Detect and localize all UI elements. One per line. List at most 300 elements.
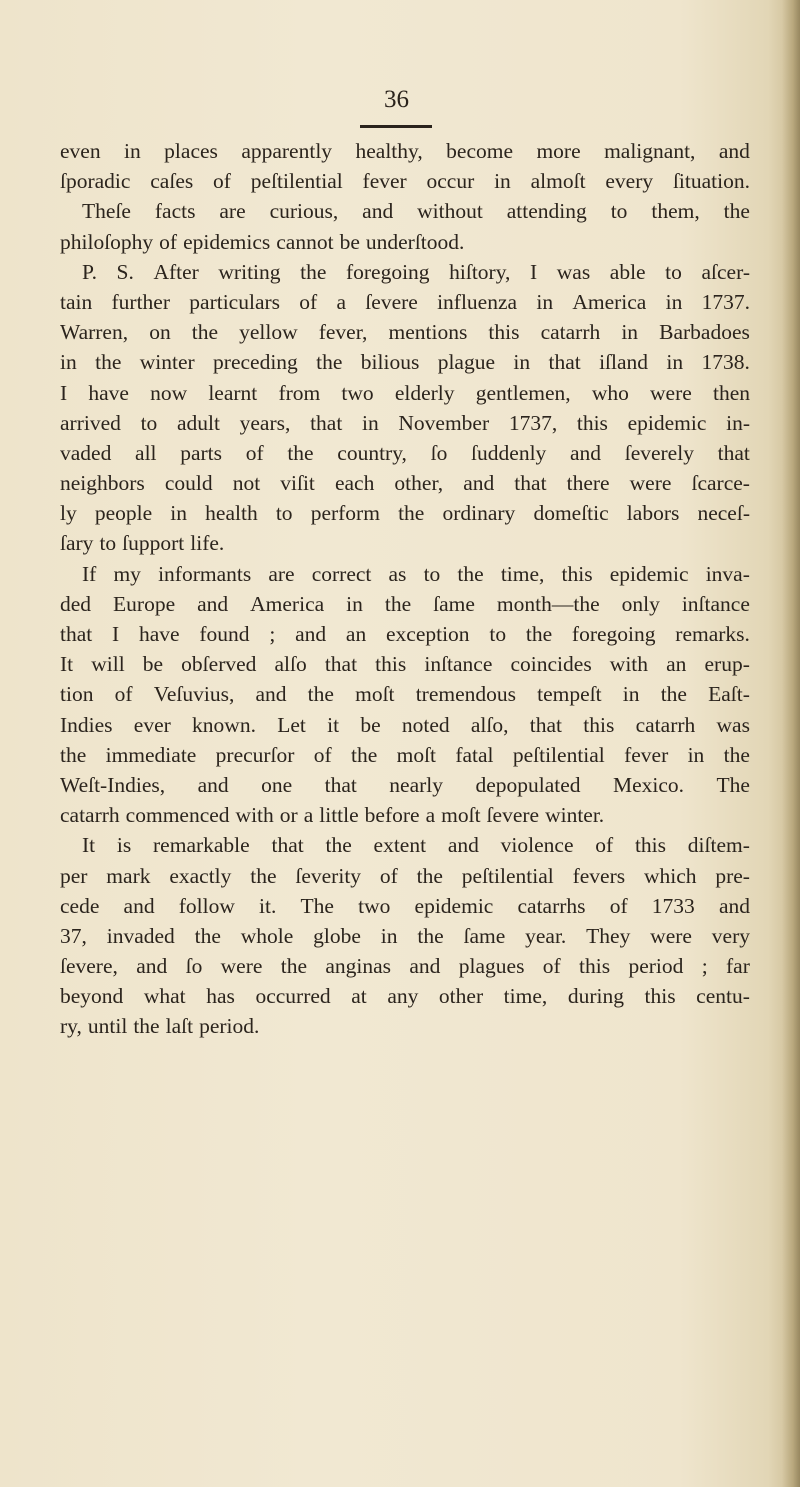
word: of xyxy=(379,863,398,888)
word: as xyxy=(388,561,407,586)
word: of xyxy=(114,682,133,707)
word: a xyxy=(336,289,347,314)
word: pre- xyxy=(715,863,750,888)
word: be xyxy=(339,229,360,254)
word: and xyxy=(718,139,750,163)
word: during xyxy=(567,984,624,1009)
word: the xyxy=(325,833,352,858)
word: has xyxy=(206,984,235,1009)
word: all xyxy=(135,440,157,465)
word: the xyxy=(723,199,750,224)
word: more xyxy=(536,139,581,163)
word: the xyxy=(457,561,484,586)
word: that xyxy=(324,772,357,797)
word: who xyxy=(591,380,629,405)
word: alſo xyxy=(274,652,307,677)
word: ; xyxy=(269,622,276,646)
word: curious, xyxy=(269,199,339,224)
word: any xyxy=(387,984,419,1009)
word: the xyxy=(660,682,687,707)
word: time, xyxy=(503,984,548,1009)
word: laſt xyxy=(165,1014,194,1039)
word: catarrhs xyxy=(517,893,586,918)
word: and xyxy=(295,622,327,646)
word: follow xyxy=(178,893,235,918)
word: ſeverity xyxy=(295,863,362,888)
word: the xyxy=(300,259,327,284)
word: in xyxy=(361,410,379,435)
word: obſerved xyxy=(181,652,257,677)
word: the xyxy=(60,742,87,767)
word: of xyxy=(609,893,628,918)
word: of xyxy=(595,833,614,858)
page-edge-shadow xyxy=(782,0,800,1487)
word: or xyxy=(279,803,298,828)
word: the xyxy=(191,320,219,345)
word: and xyxy=(197,772,229,797)
word: in xyxy=(621,320,639,345)
word: catarrh xyxy=(60,803,120,828)
word: attending xyxy=(506,199,587,224)
word: labors xyxy=(626,501,680,526)
word: epidemic xyxy=(609,561,689,586)
word: other, xyxy=(394,471,444,496)
word: that xyxy=(324,652,358,677)
word: ſevere xyxy=(365,289,418,314)
word: further xyxy=(111,289,171,314)
word: moſt xyxy=(441,803,481,828)
text-line xyxy=(60,830,750,860)
word: ſituation. xyxy=(672,169,750,194)
word: Eaſt- xyxy=(708,682,750,707)
word: parts xyxy=(180,440,223,465)
word: preceding xyxy=(213,350,298,375)
word: of xyxy=(313,742,332,767)
word: the xyxy=(723,742,750,767)
word: beyond xyxy=(60,984,124,1009)
word: the xyxy=(416,863,443,888)
word: to xyxy=(489,622,507,646)
word: foregoing xyxy=(571,622,656,646)
word: in- xyxy=(726,410,750,435)
word: will xyxy=(91,652,125,677)
word: the xyxy=(95,350,122,375)
word: fevers xyxy=(572,863,626,888)
word: arrived xyxy=(60,410,121,435)
word: in xyxy=(380,923,398,948)
word: the xyxy=(307,682,334,707)
word: ever xyxy=(133,712,171,737)
word: facts xyxy=(154,199,196,224)
word: this xyxy=(644,984,676,1009)
word: before xyxy=(364,803,420,828)
word: remarks. xyxy=(675,622,750,646)
word: catarrh xyxy=(635,712,696,737)
word: were xyxy=(650,923,692,948)
word: to xyxy=(665,259,682,284)
word: nearly xyxy=(389,772,444,797)
word: in xyxy=(124,139,141,163)
word: what xyxy=(143,984,186,1009)
word: and xyxy=(362,199,394,224)
word: the xyxy=(280,954,308,979)
word: whole xyxy=(240,923,294,948)
word: commenced xyxy=(125,803,230,828)
word: the xyxy=(316,350,343,375)
word: this xyxy=(579,954,611,979)
word: Barbadoes xyxy=(659,320,750,345)
word: P. xyxy=(82,259,97,284)
word: 1738. xyxy=(701,350,750,375)
word: country, xyxy=(337,440,407,465)
word: Theſe xyxy=(82,199,131,224)
word: even xyxy=(60,139,101,163)
word: that xyxy=(514,471,547,496)
word: that xyxy=(529,712,563,737)
word: neighbors xyxy=(60,471,145,496)
word: noted xyxy=(401,712,450,737)
word: this xyxy=(634,833,667,858)
word: globe xyxy=(313,923,361,948)
word: vaded xyxy=(60,440,112,465)
text-line xyxy=(60,498,750,528)
word: America xyxy=(572,289,647,314)
text-line xyxy=(60,679,750,709)
word: to xyxy=(99,531,117,556)
word: catarrh xyxy=(540,320,601,345)
word: ſevere xyxy=(486,803,540,828)
word: yellow xyxy=(239,320,298,345)
word: alſo, xyxy=(470,712,509,737)
word: ded xyxy=(60,591,92,616)
word: in xyxy=(170,501,188,526)
word: life. xyxy=(190,531,225,556)
word: places xyxy=(164,139,218,163)
word: of xyxy=(213,169,231,194)
word: Weſt-Indies, xyxy=(60,772,166,797)
word: neceſ- xyxy=(697,501,750,526)
word: It xyxy=(60,652,74,677)
word: ordinary xyxy=(442,501,516,526)
word: fatal xyxy=(455,742,494,767)
word: winter. xyxy=(545,803,605,828)
word: that xyxy=(310,410,343,435)
word: gentlemen, xyxy=(475,380,571,405)
word: time, xyxy=(500,561,545,586)
word: healthy, xyxy=(355,139,423,163)
word: and xyxy=(463,471,495,496)
word: tain xyxy=(60,289,93,314)
word: the xyxy=(351,742,378,767)
word: hiſtory, xyxy=(449,259,511,284)
word: influenza xyxy=(437,289,518,314)
word: plagues xyxy=(458,954,525,979)
text-line xyxy=(60,257,750,287)
word: America xyxy=(250,591,325,616)
word: remarkable xyxy=(153,833,250,858)
word: one xyxy=(261,772,293,797)
word: Warren, xyxy=(60,320,129,345)
word: known. xyxy=(192,712,256,737)
word: apparently xyxy=(241,139,333,163)
word: is xyxy=(116,833,132,858)
word: plague xyxy=(437,350,496,375)
word: ſo xyxy=(185,954,203,979)
text-line xyxy=(60,619,750,649)
word: at xyxy=(351,984,367,1009)
word: fever xyxy=(362,169,407,194)
word: S. xyxy=(116,259,134,284)
word: from xyxy=(278,380,321,405)
word: inva- xyxy=(705,561,750,586)
word: epidemic xyxy=(414,893,494,918)
word: After xyxy=(153,259,199,284)
word: far xyxy=(726,954,750,979)
word: found xyxy=(199,622,250,646)
word: are xyxy=(219,199,246,224)
word: tremendous xyxy=(415,682,516,707)
text-line xyxy=(60,468,750,498)
word: Let xyxy=(277,712,306,737)
text-line xyxy=(60,800,750,830)
word: 37, xyxy=(60,923,87,948)
word: 1733 xyxy=(651,893,695,918)
word: them, xyxy=(651,199,700,224)
word: ſame xyxy=(433,591,475,616)
word: until xyxy=(87,1014,128,1039)
word: month—the xyxy=(496,591,600,616)
text-line xyxy=(60,891,750,921)
word: almoſt xyxy=(530,169,586,194)
word: of xyxy=(542,954,561,979)
word: every xyxy=(605,169,654,194)
text-line xyxy=(60,981,750,1011)
word: able xyxy=(609,259,646,284)
word: a xyxy=(303,803,314,828)
word: not xyxy=(232,471,261,496)
word: other xyxy=(438,984,484,1009)
word: be xyxy=(360,712,381,737)
text-line xyxy=(60,347,750,377)
text-line xyxy=(60,378,750,408)
word: without xyxy=(417,199,483,224)
word: violence xyxy=(500,833,574,858)
word: and xyxy=(409,954,441,979)
word: ſcarce- xyxy=(691,471,750,496)
word: cannot xyxy=(276,229,334,254)
text-line xyxy=(60,196,750,226)
word: that xyxy=(271,833,304,858)
word: moſt xyxy=(355,682,395,707)
word: perform xyxy=(310,501,380,526)
word: depopulated xyxy=(475,772,581,797)
word: foregoing xyxy=(345,259,430,284)
word: November xyxy=(398,410,490,435)
word: mark xyxy=(106,863,151,888)
word: with xyxy=(609,652,649,677)
word: were xyxy=(220,954,263,979)
word: only xyxy=(621,591,660,616)
word: have xyxy=(138,622,180,646)
word: two xyxy=(341,380,374,405)
text-line xyxy=(60,317,750,347)
word: malignant, xyxy=(604,139,696,163)
word: that xyxy=(717,440,750,465)
word: tempeſt xyxy=(537,682,602,707)
text-line xyxy=(60,1011,750,1041)
word: the xyxy=(417,923,444,948)
text-line xyxy=(60,951,750,981)
word: ſporadic xyxy=(60,169,131,194)
word: on xyxy=(149,320,171,345)
text-line xyxy=(60,649,750,679)
word: 1737. xyxy=(701,289,750,314)
word: there xyxy=(566,471,610,496)
word: writing xyxy=(218,259,281,284)
word: immediate xyxy=(105,742,197,767)
word: occurred xyxy=(255,984,331,1009)
word: They xyxy=(586,923,631,948)
word: mentions xyxy=(388,320,468,345)
word: which xyxy=(643,863,697,888)
word: of xyxy=(245,440,264,465)
word: fever xyxy=(624,742,669,767)
word: an xyxy=(666,652,687,677)
text-line xyxy=(60,770,750,800)
word: to xyxy=(610,199,628,224)
word: viſit xyxy=(280,471,315,496)
word: iſland xyxy=(599,350,649,375)
word: was xyxy=(556,259,591,284)
word: precurſor xyxy=(215,742,295,767)
word: I xyxy=(530,259,538,284)
word: anginas xyxy=(325,954,392,979)
text-line xyxy=(60,287,750,317)
word: philoſophy xyxy=(60,229,154,254)
word: become xyxy=(446,139,514,163)
word: health xyxy=(205,501,258,526)
word: winter xyxy=(139,350,195,375)
word: inſtance xyxy=(424,652,493,677)
word: to xyxy=(423,561,441,586)
word: this xyxy=(583,712,615,737)
word: exception xyxy=(385,622,470,646)
text-line xyxy=(60,136,750,166)
word: moſt xyxy=(396,742,437,767)
word: then xyxy=(712,380,750,405)
word: The xyxy=(300,893,334,918)
word: ſevere, xyxy=(60,954,118,979)
word: ſupport xyxy=(122,531,185,556)
word: of xyxy=(159,229,178,254)
word: per xyxy=(60,863,88,888)
word: the xyxy=(133,1014,160,1039)
word: and xyxy=(447,833,479,858)
word: in xyxy=(494,169,511,194)
word: It xyxy=(82,833,96,858)
word: ; xyxy=(701,954,708,979)
word: epidemic xyxy=(627,410,707,435)
word: people xyxy=(94,501,153,526)
word: underſtood. xyxy=(365,229,465,254)
word: ſary xyxy=(60,531,94,556)
word: that xyxy=(60,622,93,646)
word: was xyxy=(716,712,750,737)
word: ly xyxy=(60,501,77,526)
body-text xyxy=(60,136,750,1042)
word: in xyxy=(346,591,363,616)
word: the xyxy=(250,863,277,888)
word: period xyxy=(628,954,684,979)
word: this xyxy=(375,652,407,677)
word: adult xyxy=(176,410,220,435)
word: correct xyxy=(311,561,372,586)
text-line xyxy=(60,921,750,951)
word: were xyxy=(650,380,692,405)
word: in xyxy=(513,350,531,375)
word: little xyxy=(319,803,359,828)
word: were xyxy=(629,471,672,496)
word: and xyxy=(123,893,155,918)
word: this xyxy=(488,320,520,345)
word: and xyxy=(136,954,168,979)
word: have xyxy=(88,380,129,405)
text-line xyxy=(60,528,750,558)
word: with xyxy=(235,803,274,828)
word: ſame xyxy=(463,923,506,948)
word: tion xyxy=(60,682,94,707)
word: ſo xyxy=(430,440,448,465)
word: to xyxy=(275,501,293,526)
word: ſeverely xyxy=(624,440,694,465)
word: ſuddenly xyxy=(471,440,547,465)
word: in xyxy=(687,742,705,767)
word: of xyxy=(299,289,318,314)
word: in xyxy=(666,350,684,375)
word: years, xyxy=(239,410,291,435)
word: aſcer- xyxy=(701,259,750,284)
word: two xyxy=(358,893,391,918)
word: in xyxy=(622,682,640,707)
word: the xyxy=(384,591,412,616)
word: in xyxy=(536,289,554,314)
page-number-rule xyxy=(360,125,432,128)
word: particulars xyxy=(189,289,281,314)
word: Europe xyxy=(113,591,176,616)
word: I xyxy=(60,380,68,405)
text-line xyxy=(60,166,750,196)
word: are xyxy=(268,561,295,586)
text-line xyxy=(60,408,750,438)
word: in xyxy=(60,350,77,375)
word: peſtilential xyxy=(250,169,343,194)
text-line xyxy=(60,740,750,770)
word: bilious xyxy=(360,350,420,375)
word: I xyxy=(112,622,120,646)
word: very xyxy=(711,923,750,948)
word: peſtilential xyxy=(461,863,554,888)
word: my xyxy=(113,561,141,586)
word: informants xyxy=(158,561,252,586)
word: occur xyxy=(426,169,475,194)
word: this xyxy=(561,561,593,586)
text-line xyxy=(60,438,750,468)
word: it. xyxy=(259,893,277,918)
word: and xyxy=(197,591,229,616)
word: coincides xyxy=(510,652,592,677)
text-line xyxy=(60,559,750,589)
word: the xyxy=(287,440,314,465)
